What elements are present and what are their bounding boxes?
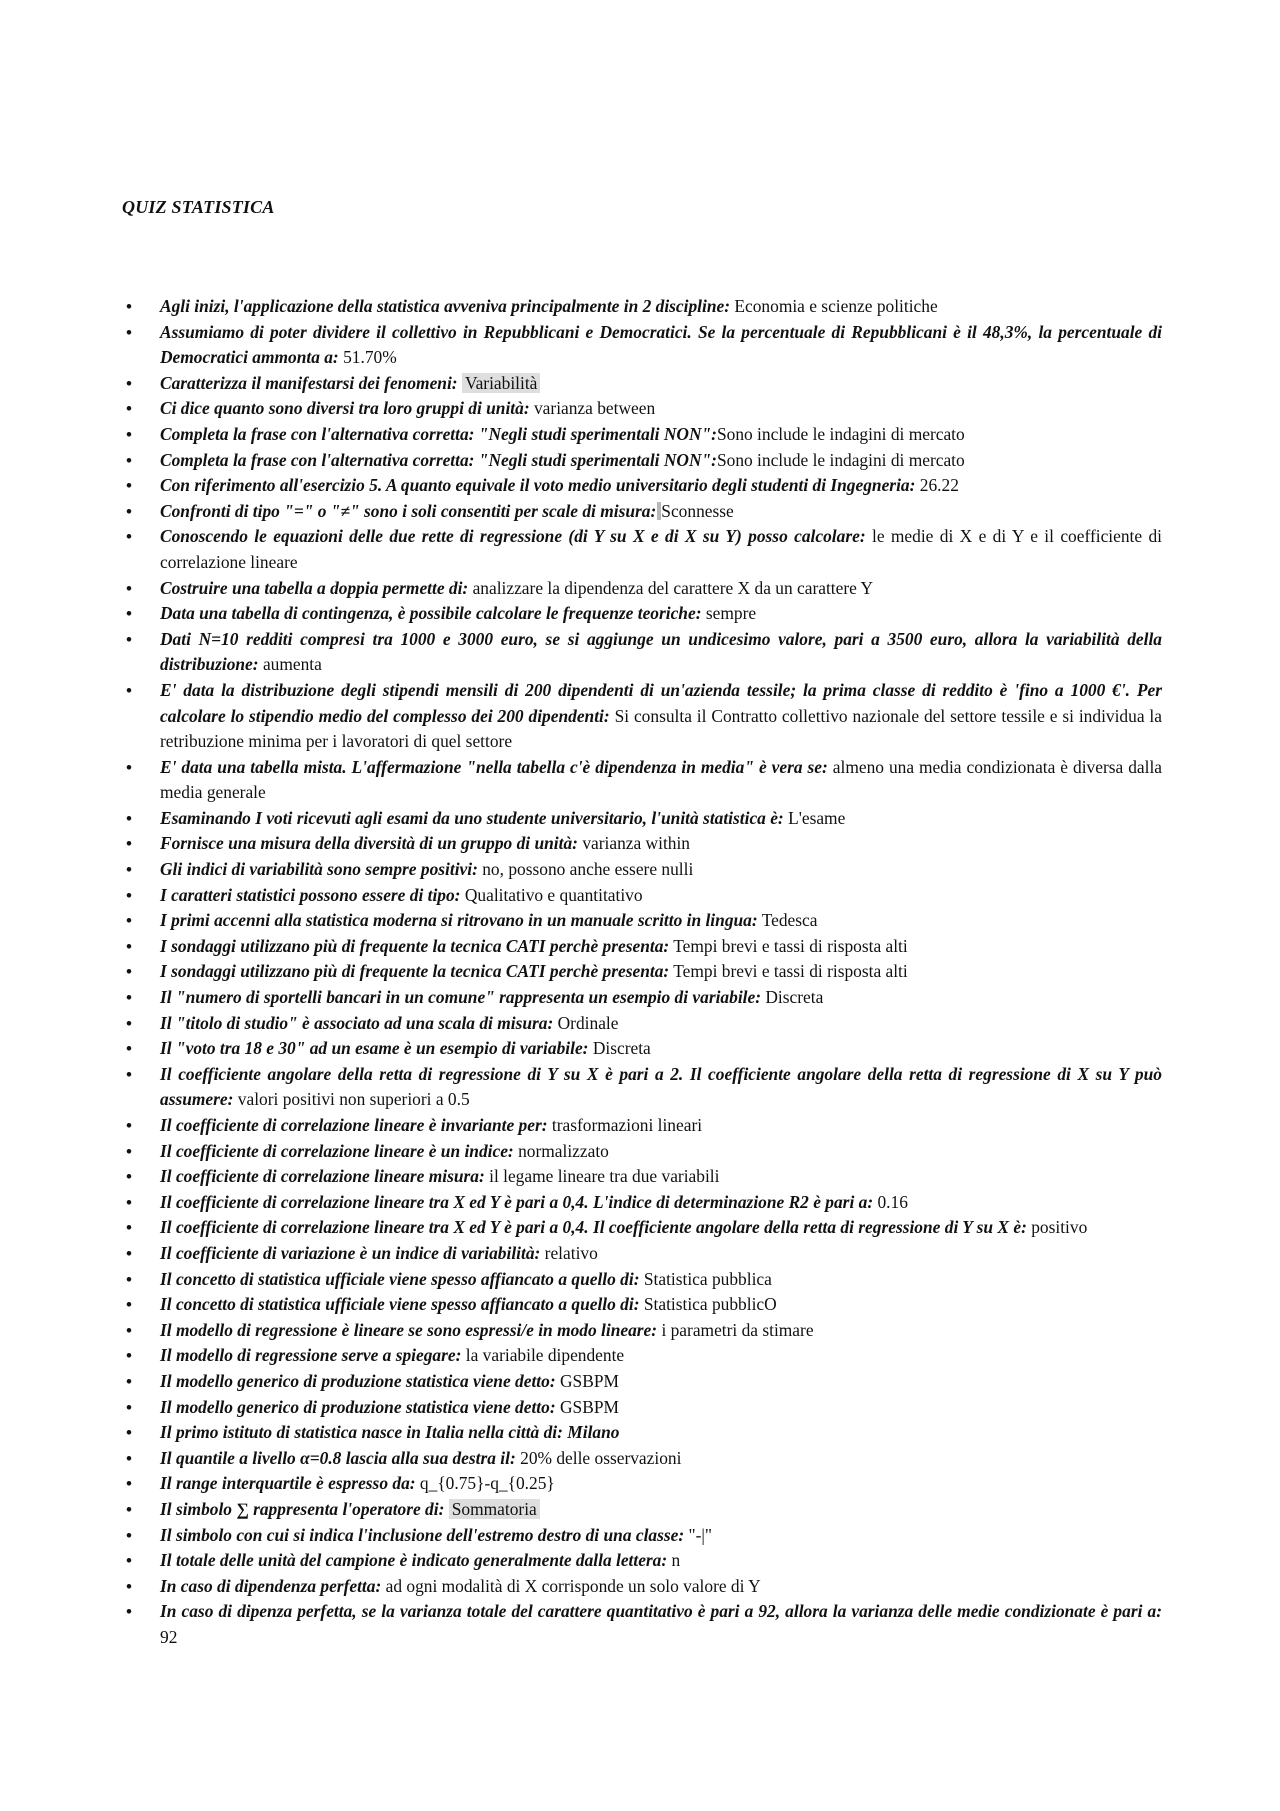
list-item (160, 396, 1162, 422)
list-item (160, 1113, 1162, 1139)
list-item (160, 1241, 1162, 1267)
question: E' data una tabella mista. L'affermazione "nella tabella c'è dipendenza in media" è vera se: (160, 756, 828, 777)
answer: no, possono anche essere nulli (482, 859, 694, 880)
list-item (160, 857, 1162, 883)
answer: Statistica pubblicO (643, 1294, 777, 1315)
question: Completa la frase con l'alternativa corretta: "Negli studi sperimentali NON": (160, 423, 717, 444)
answer: Statistica pubblica (643, 1268, 772, 1289)
list-item (160, 1369, 1162, 1395)
list-item (160, 1036, 1162, 1062)
list-item (160, 1267, 1162, 1293)
question: Il coefficiente di variazione è un indice di variabilità: (160, 1242, 541, 1263)
answer-highlighted: Variabilità (462, 373, 540, 393)
answer: Tempi brevi e tassi di risposta alti (673, 961, 908, 982)
list-item (160, 1139, 1162, 1165)
list-item (160, 1343, 1162, 1369)
list-item (160, 627, 1162, 678)
question: Con riferimento all'esercizio 5. A quanto equivale il voto medio universitario degli studenti di Ingegneria: (160, 475, 916, 496)
answer: 26.22 (919, 475, 959, 496)
question: Gli indici di variabilità sono sempre positivi: (160, 859, 478, 880)
question: I sondaggi utilizzano più di frequente la tecnica CATI perchè presenta: (160, 935, 670, 956)
question: Il modello generico di produzione statistica viene detto: (160, 1370, 556, 1391)
answer: normalizzato (518, 1140, 609, 1161)
answer: Discreta (765, 987, 824, 1008)
list-item (160, 294, 1162, 320)
question: Il range interquartile è espresso da: (160, 1473, 416, 1494)
answer: varianza within (582, 833, 690, 854)
document-title: QUIZ STATISTICA (122, 197, 275, 217)
list-item (160, 422, 1162, 448)
question: Conoscendo le equazioni delle due rette di regressione (di Y su X e di X su Y) posso calcolare: (160, 526, 866, 547)
question: Caratterizza il manifestarsi dei fenomeni: (160, 372, 458, 393)
question: Il coefficiente di correlazione lineare è un indice: (160, 1140, 514, 1161)
quiz-list (160, 294, 1162, 1650)
answer: q_{0.75}-q_{0.25} (419, 1473, 555, 1494)
list-item (160, 1446, 1162, 1472)
list-item (160, 1318, 1162, 1344)
answer: 20% delle osservazioni (520, 1447, 682, 1468)
question: Esaminando I voti ricevuti agli esami da uno studente universitario, l'unità statistica è: (160, 807, 784, 828)
answer: positivo (1031, 1217, 1088, 1238)
question: Il modello di regressione è lineare se sono espressi/e in modo lineare: (160, 1319, 658, 1340)
question: Il primo istituto di statistica nasce in Italia nella città di: (160, 1422, 563, 1443)
list-item (160, 883, 1162, 909)
answer: varianza between (533, 398, 656, 419)
answer: relativo (544, 1242, 598, 1263)
question: Fornisce una misura della diversità di un gruppo di unità: (160, 833, 578, 854)
answer: Ordinale (557, 1012, 619, 1033)
list-item (160, 1523, 1162, 1549)
answer: trasformazioni lineari (551, 1115, 703, 1135)
question: In caso di dipenza perfetta, se la varianza totale del carattere quantitativo è pari a 92, allora la varianza delle medie condizionate è pari a: (160, 1601, 1162, 1622)
answer: Sono include le indagini di mercato (716, 449, 965, 470)
list-item (160, 1011, 1162, 1037)
question: Il quantile a livello α=0.8 lascia alla sua destra il: (160, 1447, 516, 1468)
list-item (160, 448, 1162, 474)
question: Il coefficiente di correlazione lineare misura: (160, 1166, 485, 1187)
question: Completa la frase con l'alternativa corretta: "Negli studi sperimentali NON": (160, 449, 717, 470)
answer: Si consulta il Contratto collettivo nazionale del settore tessile e si individua la retribuzione minima per i lavoratori di quel settore (160, 705, 1162, 752)
question: Il concetto di statistica ufficiale viene spesso affiancato a quello di: (160, 1268, 640, 1289)
list-item (160, 1574, 1162, 1600)
list-item (160, 1190, 1162, 1216)
question: Il "voto tra 18 e 30" ad un esame è un esempio di variabile: (160, 1038, 589, 1059)
question: Il coefficiente angolare della retta di regressione di Y su X è pari a 2. Il coefficiente angolare della retta di regressione di X su Y può assumere: (160, 1063, 1162, 1110)
question: Il modello generico di produzione statistica viene detto: (160, 1396, 556, 1417)
answer: aumenta (262, 654, 322, 675)
answer: GSBPM (559, 1370, 619, 1391)
list-item (160, 934, 1162, 960)
question: I primi accenni alla statistica moderna si ritrovano in un manuale scritto in lingua: (160, 910, 758, 931)
question: Il coefficiente di correlazione lineare tra X ed Y è pari a 0,4. L'indice di determinazione R2 è pari a: (160, 1191, 874, 1212)
answer: Sono include le indagini di mercato (716, 423, 965, 444)
list-item (160, 1062, 1162, 1113)
answer: i parametri da stimare (661, 1319, 814, 1340)
list-item (160, 499, 1162, 525)
answer-highlighted: Sommatoria (449, 1499, 540, 1519)
list-item (160, 1215, 1162, 1241)
question: Il simbolo con cui si indica l'inclusione dell'estremo destro di una classe: (160, 1524, 685, 1545)
answer: Sconnesse (661, 500, 734, 521)
question: Il simbolo ∑ rappresenta l'operatore di: (160, 1498, 445, 1519)
answer: 0.16 (877, 1191, 908, 1212)
question: I sondaggi utilizzano più di frequente la tecnica CATI perchè presenta: (160, 961, 670, 982)
list-item (160, 576, 1162, 602)
answer: Tempi brevi e tassi di risposta alti (673, 935, 908, 956)
list-item (160, 1164, 1162, 1190)
question: Dati N=10 redditi compresi tra 1000 e 3000 euro, se si aggiunge un undicesimo valore, pari a 3500 euro, allora la variabilità della distribuzione: (160, 628, 1162, 675)
list-item (160, 1548, 1162, 1574)
answer: la variabile dipendente (465, 1345, 625, 1366)
question: Confronti di tipo "=" o "≠" sono i soli consentiti per scale di misura: (160, 500, 657, 521)
question: Il concetto di statistica ufficiale viene spesso affiancato a quello di: (160, 1294, 640, 1315)
answer: "-|" (688, 1524, 713, 1545)
list-item (160, 806, 1162, 832)
answer: 51.70% (343, 347, 397, 368)
answer: il legame lineare tra due variabili (489, 1166, 720, 1187)
answer: Discreta (592, 1038, 651, 1059)
list-item (160, 1292, 1162, 1318)
answer: Economia e scienze politiche (734, 296, 938, 316)
answer: valori positivi non superiori a 0.5 (237, 1089, 470, 1110)
answer: GSBPM (559, 1396, 619, 1417)
answer: ad ogni modalità di X corrisponde un solo valore di Y (385, 1575, 761, 1596)
answer: n (671, 1550, 681, 1571)
answer: le medie di X e di Y e il coefficiente di correlazione lineare (160, 526, 1162, 572)
list-item (160, 755, 1162, 806)
list-item (160, 371, 1162, 397)
list-item (160, 831, 1162, 857)
answer: almeno una media condizionata è diversa dalla media generale (160, 756, 1162, 803)
question: Il coefficiente di correlazione lineare è invariante per: (160, 1115, 548, 1135)
answer: Tedesca (761, 910, 818, 931)
list-item (160, 1497, 1162, 1523)
question: I caratteri statistici possono essere di tipo: (160, 884, 461, 905)
list-item (160, 1599, 1162, 1650)
list-item (160, 1471, 1162, 1497)
list-item (160, 524, 1162, 575)
list-item (160, 473, 1162, 499)
list-item (160, 320, 1162, 371)
question: Data una tabella di contingenza, è possibile calcolare le frequenze teoriche: (160, 603, 702, 624)
answer: 92 (160, 1626, 178, 1647)
question: E' data la distribuzione degli stipendi mensili di 200 dipendenti di un'azienda tessile; la prima classe di reddito è 'fino a 1000 €'. Per calcolare lo stipendio medio del complesso dei 200 dipendenti: (160, 679, 1162, 726)
answer: L'esame (788, 807, 846, 828)
list-item (160, 1395, 1162, 1421)
question: Il modello di regressione serve a spiegare: (160, 1345, 462, 1366)
question: Il "numero di sportelli bancari in un comune" rappresenta un esempio di variabile: (160, 987, 761, 1008)
question: Ci dice quanto sono diversi tra loro gruppi di unità: (160, 398, 530, 419)
answer: sempre (705, 603, 757, 624)
list-item (160, 1420, 1162, 1446)
list-item (160, 678, 1162, 755)
answer: Qualitativo e quantitativo (464, 884, 643, 905)
question: Il coefficiente di correlazione lineare tra X ed Y è pari a 0,4. Il coefficiente angolare della retta di regressione di Y su X è: (160, 1217, 1027, 1238)
list-item (160, 601, 1162, 627)
list-item (160, 908, 1162, 934)
question: In caso di dipendenza perfetta: (160, 1575, 382, 1596)
question: Assumiamo di poter dividere il collettivo in Repubblicani e Democratici. Se la percentuale di Repubblicani è il 48,3%, la percentuale di Democratici ammonta a: (160, 321, 1162, 368)
question: Costruire una tabella a doppia permette di: (160, 577, 469, 598)
answer: Milano (567, 1422, 620, 1443)
list-item (160, 985, 1162, 1011)
question: Agli inizi, l'applicazione della statistica avveniva principalmente in 2 discipline: (160, 296, 731, 316)
list-item (160, 959, 1162, 985)
question: Il "titolo di studio" è associato ad una scala di misura: (160, 1012, 554, 1033)
question: Il totale delle unità del campione è indicato generalmente dalla lettera: (160, 1550, 668, 1571)
answer: analizzare la dipendenza del carattere X da un carattere Y (472, 577, 874, 598)
